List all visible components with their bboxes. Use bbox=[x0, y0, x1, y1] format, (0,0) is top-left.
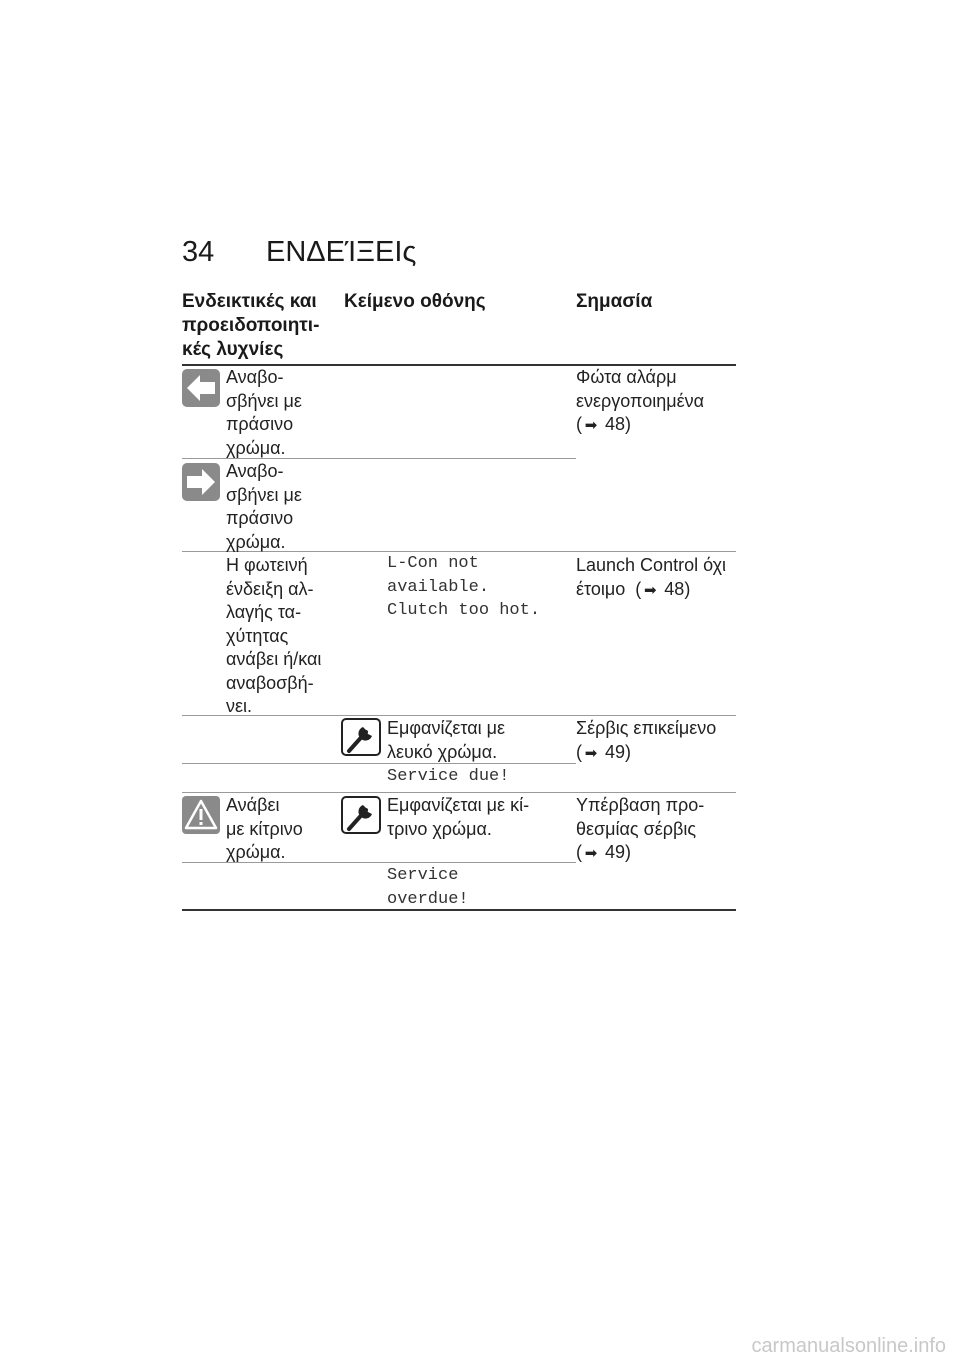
text-line: λαγής τα- bbox=[226, 602, 302, 622]
text-line: Σέρβις επικείμενο bbox=[576, 718, 717, 738]
row-divider bbox=[182, 792, 736, 793]
display-description bbox=[387, 717, 505, 764]
lamp-description bbox=[226, 366, 302, 460]
text-line: χρώμα. bbox=[226, 531, 286, 552]
text-line: χρώμα. bbox=[226, 437, 286, 458]
meaning-hazard-lights bbox=[576, 366, 704, 438]
page-reference[interactable] bbox=[576, 841, 704, 866]
page-heading bbox=[182, 236, 416, 269]
meaning-service-due bbox=[576, 717, 716, 765]
lamp-description bbox=[226, 554, 321, 719]
text-line: ένδειξη αλ- bbox=[226, 578, 314, 599]
page-reference[interactable] bbox=[576, 578, 726, 603]
text-line: L-Con not bbox=[387, 554, 479, 573]
text-line: νει. bbox=[226, 696, 253, 716]
arrow-right-icon bbox=[182, 463, 220, 501]
text-line: Ανάβει bbox=[226, 795, 280, 815]
text-line: available. bbox=[387, 577, 490, 597]
page-reference[interactable] bbox=[576, 741, 716, 766]
text-line: πράσινο bbox=[226, 414, 294, 434]
display-description bbox=[387, 794, 529, 841]
text-line: αναβοσβή- bbox=[226, 672, 314, 693]
ref-bracket: ( bbox=[576, 842, 582, 862]
display-message-service-due: Service due! bbox=[387, 767, 510, 786]
text-line: πράσινο bbox=[226, 508, 294, 528]
column-header-line: Ενδεικτικές και bbox=[182, 291, 317, 312]
text-line: λευκό χρώμα. bbox=[387, 741, 498, 762]
text-line: Clutch too hot. bbox=[387, 601, 541, 620]
column-header-line: κές λυχνίες bbox=[182, 339, 284, 360]
ref-page-number: 49) bbox=[605, 842, 632, 862]
text-line: Εμφανίζεται με bbox=[387, 718, 506, 738]
ref-prefix: έτοιμο ( bbox=[576, 578, 642, 599]
reference-arrow-icon: ➡ bbox=[643, 581, 657, 599]
text-line: θεσμίας σέρβις bbox=[576, 818, 696, 839]
text-line: ανάβει ή/και bbox=[226, 649, 322, 669]
reference-arrow-icon: ➡ bbox=[584, 845, 598, 862]
column-header-lamps bbox=[182, 290, 319, 362]
meaning-service-overdue bbox=[576, 794, 704, 866]
text-line: χρώμα. bbox=[226, 842, 286, 862]
ref-page-number: 48) bbox=[664, 578, 691, 599]
text-line: Αναβο- bbox=[226, 367, 284, 387]
display-message-launch bbox=[387, 552, 540, 623]
reference-arrow-icon: ➡ bbox=[584, 417, 598, 434]
text-line: τρινο χρώμα. bbox=[387, 818, 492, 839]
page-number: 34 bbox=[182, 236, 215, 268]
text-line: Υπέρβαση προ- bbox=[576, 795, 705, 815]
text-line: Φώτα αλάρμ bbox=[576, 367, 677, 387]
text-line: overdue! bbox=[387, 889, 469, 909]
ref-bracket: ( bbox=[576, 414, 582, 434]
lamp-description bbox=[226, 460, 302, 554]
text-line: ενεργοποιημένα bbox=[576, 390, 705, 411]
page-reference[interactable] bbox=[576, 413, 704, 438]
column-header-display-text: Κείμενο οθόνης bbox=[344, 291, 486, 312]
text-line: Αναβο- bbox=[226, 461, 284, 481]
ref-page-number: 49) bbox=[605, 741, 632, 762]
text-line: σβήνει με bbox=[226, 484, 302, 505]
text-line: σβήνει με bbox=[226, 390, 302, 411]
lamp-description bbox=[226, 794, 303, 865]
text-line: χύτητας bbox=[226, 625, 289, 646]
row-divider bbox=[182, 763, 576, 764]
wrench-icon bbox=[341, 796, 381, 834]
column-header-line: προειδοποιητι- bbox=[182, 315, 320, 336]
reference-arrow-icon: ➡ bbox=[584, 744, 598, 762]
display-message-service-overdue bbox=[387, 864, 469, 911]
section-title: ΕΝΔΕΊΞΕΙς bbox=[266, 236, 417, 268]
ref-page-number: 48) bbox=[605, 414, 632, 434]
column-header-meaning: Σημασία bbox=[576, 291, 653, 312]
text-line: Εμφανίζεται με κί- bbox=[387, 795, 530, 815]
watermark-link[interactable]: carmanualsonline.info bbox=[751, 1335, 946, 1357]
text-line: με κίτρινο bbox=[226, 818, 303, 839]
ref-bracket: ( bbox=[576, 741, 582, 762]
wrench-icon bbox=[341, 718, 381, 756]
text-line: Η φωτεινή bbox=[226, 555, 308, 575]
meaning-launch-control bbox=[576, 554, 726, 602]
text-line: Launch Control όχι bbox=[576, 555, 727, 575]
warning-triangle-icon bbox=[182, 796, 220, 834]
arrow-left-icon bbox=[182, 369, 220, 407]
text-line: Service bbox=[387, 866, 459, 885]
